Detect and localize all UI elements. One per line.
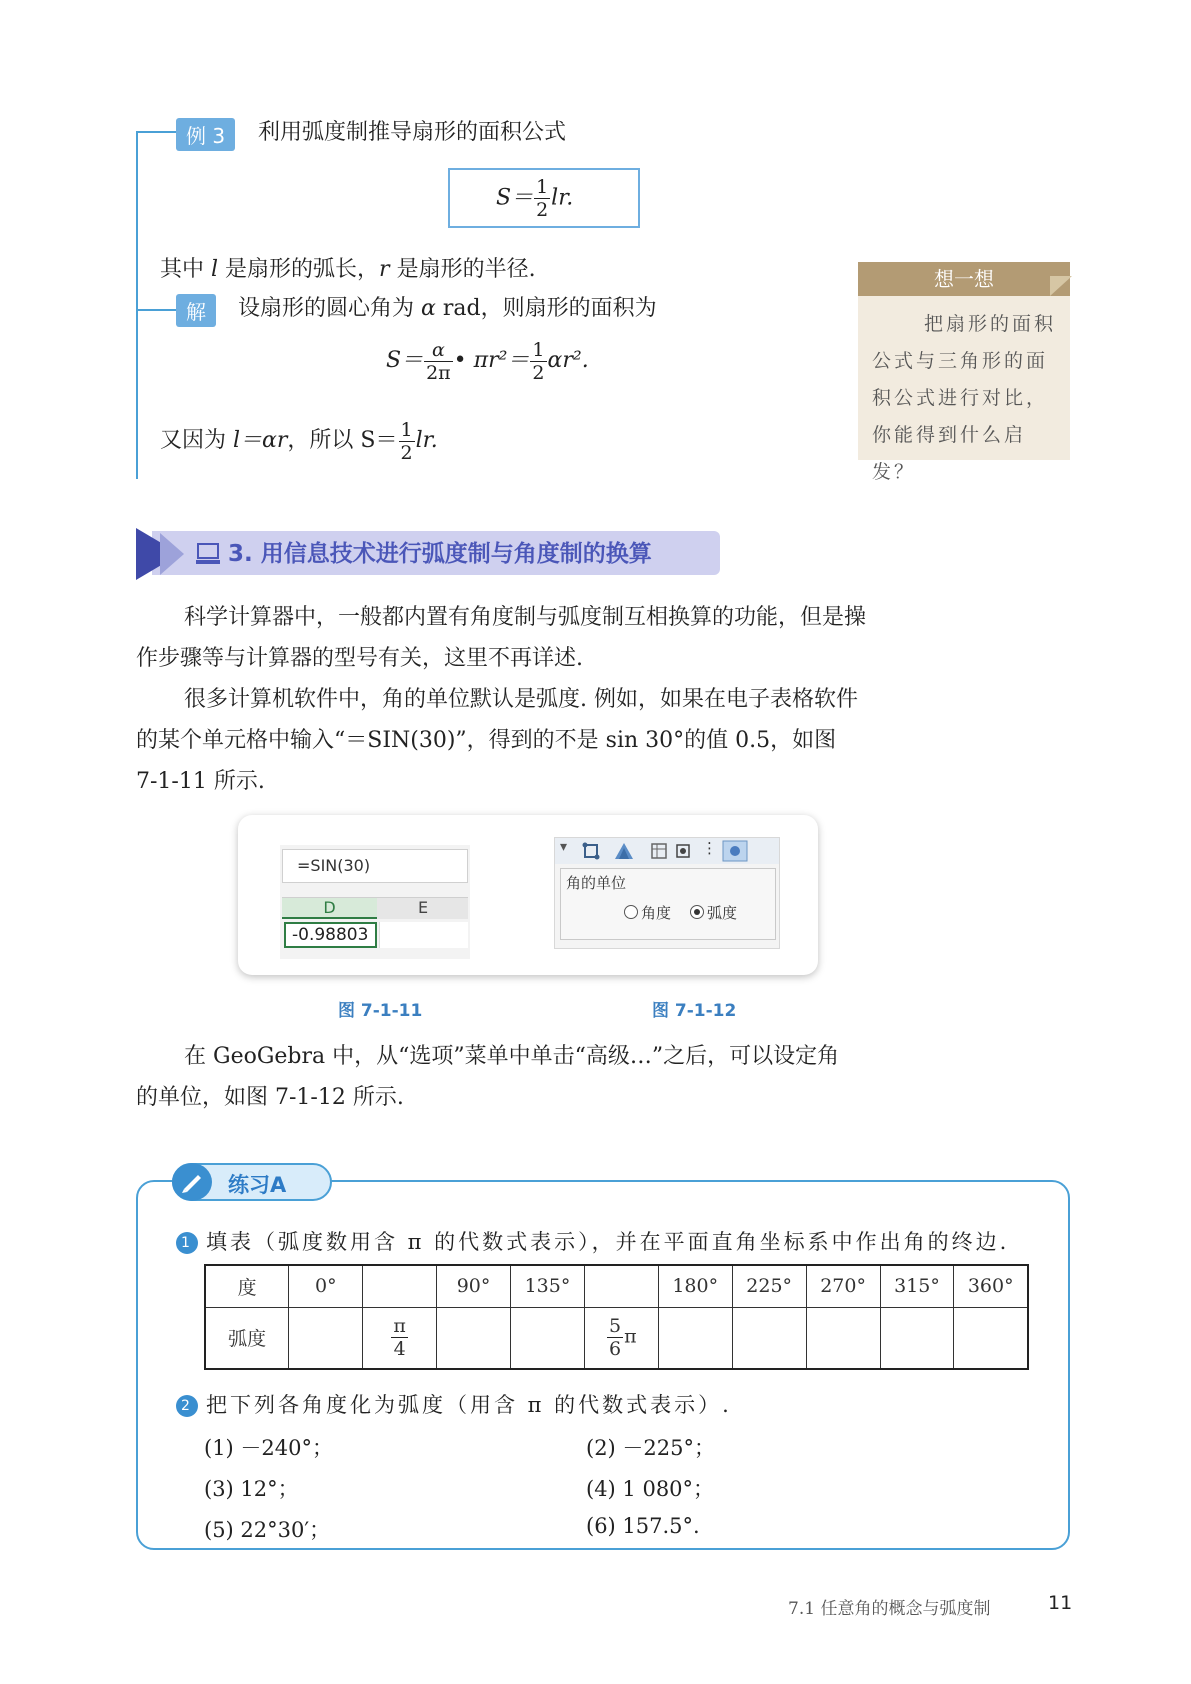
table-cell bbox=[437, 1307, 511, 1369]
formula-rhs: lr. bbox=[551, 185, 574, 211]
solution-post: rad，则扇形的面积为 bbox=[435, 296, 657, 321]
para2-line1: 很多计算机软件中，角的单位默认是弧度. 例如，如果在电子表格软件 bbox=[184, 687, 858, 712]
question-1-number: 1 bbox=[176, 1232, 198, 1254]
question-2-text: 把下列各角度化为弧度（用含 π 的代数式表示）. bbox=[206, 1393, 732, 1417]
table-cell bbox=[954, 1307, 1028, 1369]
toolbar-tool-3-icon[interactable] bbox=[650, 842, 668, 860]
table-cell bbox=[880, 1307, 954, 1369]
table-cell: 315° bbox=[880, 1265, 954, 1307]
frac-num: π bbox=[393, 1315, 406, 1338]
area-lhs: S＝ bbox=[386, 348, 424, 373]
figure-caption-2: 图 7-1-12 bbox=[652, 1001, 737, 1021]
conclusion-eq: l＝αr bbox=[233, 428, 288, 453]
para1-line2: 作步骤等与计算器的型号有关，这里不再详述. bbox=[136, 646, 583, 671]
column-header-d[interactable]: D bbox=[282, 898, 377, 919]
para3-line1: 在 GeoGebra 中，从“选项”菜单中单击“高级…”之后，可以设定角 bbox=[184, 1044, 840, 1069]
example-title: 利用弧度制推导扇形的面积公式 bbox=[258, 120, 567, 145]
example-tag: 例 3 bbox=[176, 118, 235, 151]
para1-line1: 科学计算器中，一般都内置有角度制与弧度制互相换算的功能，但是操 bbox=[184, 605, 867, 630]
note-pre: 其中 bbox=[160, 257, 211, 282]
table-cell: 度 bbox=[205, 1265, 289, 1307]
para2-line3: 7-1-11 所示. bbox=[136, 769, 265, 794]
sub-item-6: (6) 157.5°. bbox=[586, 1514, 700, 1538]
conclusion-num: 1 bbox=[400, 418, 413, 441]
table-cell bbox=[363, 1307, 437, 1369]
sector-area-formula bbox=[496, 176, 573, 221]
figure-caption-1: 图 7-1-11 bbox=[338, 1001, 423, 1021]
table-cell bbox=[732, 1307, 806, 1369]
computer-icon bbox=[196, 542, 222, 566]
solution-bracket bbox=[136, 309, 176, 311]
radio-degree-label[interactable]: 角度 bbox=[641, 904, 672, 922]
selected-cell[interactable]: -0.98803 bbox=[284, 922, 377, 948]
conclusion-den: 2 bbox=[400, 441, 413, 464]
think-line-2: 公式与三角形的面 bbox=[872, 350, 1049, 372]
conclusion bbox=[160, 418, 438, 464]
table-cell bbox=[584, 1307, 658, 1369]
area-frac1-den: 2π bbox=[426, 361, 451, 384]
think-body bbox=[858, 296, 1070, 483]
frac-den: 4 bbox=[393, 1338, 406, 1361]
solution-alpha: α bbox=[421, 296, 436, 321]
radian-5pi-over-6 bbox=[607, 1315, 623, 1360]
question-1-text: 填表（弧度数用含 π 的代数式表示），并在平面直角坐标系中作出角的终边. bbox=[206, 1230, 1010, 1254]
radian-pi-over-4 bbox=[391, 1315, 408, 1360]
area-mid: • πr²＝ bbox=[453, 348, 530, 373]
cell-e[interactable] bbox=[379, 922, 468, 948]
toolbar-settings-icon[interactable] bbox=[722, 840, 748, 862]
footer-chapter: 7.1 任意角的概念与弧度制 bbox=[788, 1599, 991, 1619]
sub-item-5: (5) 22°30′； bbox=[204, 1518, 331, 1542]
area-frac1 bbox=[424, 339, 453, 384]
conclusion-frac bbox=[399, 419, 415, 464]
angle-unit-label: 角的单位 bbox=[566, 874, 627, 892]
sub-item-4: (4) 1 080°； bbox=[586, 1477, 715, 1501]
conclusion-mid: ，所以 S＝ bbox=[287, 428, 398, 453]
radio-radian-selected-dot bbox=[694, 909, 700, 915]
think-header: 想一想 bbox=[858, 262, 1070, 296]
toolbar-tool-2-icon[interactable] bbox=[614, 842, 634, 860]
think-line-3: 积公式进行对比， bbox=[872, 387, 1049, 409]
table-cell: 135° bbox=[510, 1265, 584, 1307]
table-cell: 0° bbox=[289, 1265, 363, 1307]
table-cell: 270° bbox=[806, 1265, 880, 1307]
toolbar-tool-4-icon[interactable] bbox=[674, 842, 692, 860]
note-r: r bbox=[379, 257, 390, 282]
para2-line2: 的某个单元格中输入“＝SIN(30)”，得到的不是 sin 30°的值 0.5，如图 bbox=[136, 728, 837, 753]
formula-note bbox=[160, 249, 536, 290]
sub-item-2: (2) －225°； bbox=[586, 1436, 716, 1460]
toolbar-more-icon[interactable]: ⋮ bbox=[702, 839, 717, 857]
area-formula bbox=[386, 338, 589, 384]
table-cell: 弧度 bbox=[205, 1307, 289, 1369]
table-cell bbox=[806, 1307, 880, 1369]
area-frac2 bbox=[530, 339, 546, 384]
section-title: 3. 用信息技术进行弧度制与角度制的换算 bbox=[228, 541, 652, 567]
conclusion-post: lr. bbox=[415, 428, 438, 453]
formula-den: 2 bbox=[536, 199, 549, 221]
question-2 bbox=[176, 1389, 732, 1419]
page-number: 11 bbox=[1048, 1592, 1073, 1614]
conclusion-pre: 又因为 bbox=[160, 428, 233, 453]
think-header-fold bbox=[1050, 276, 1074, 298]
area-frac1-num: α bbox=[424, 339, 453, 362]
frac-den: 6 bbox=[609, 1338, 622, 1361]
formula-bar[interactable]: =SIN(30) bbox=[282, 849, 468, 883]
table-cell: 360° bbox=[954, 1265, 1028, 1307]
table-cell bbox=[289, 1307, 363, 1369]
solution-intro bbox=[238, 288, 657, 329]
table-cell bbox=[658, 1307, 732, 1369]
area-frac2-num: 1 bbox=[532, 338, 545, 361]
question-1 bbox=[176, 1226, 1009, 1256]
solution-tag: 解 bbox=[176, 294, 216, 327]
radio-degree[interactable] bbox=[624, 905, 638, 919]
table-row-radian bbox=[205, 1307, 1028, 1369]
solution-pre: 设扇形的圆心角为 bbox=[238, 296, 421, 321]
pencil-icon bbox=[172, 1163, 212, 1201]
area-frac2-den: 2 bbox=[532, 361, 545, 384]
formula-fraction bbox=[534, 176, 550, 221]
radio-radian-label[interactable]: 弧度 bbox=[707, 904, 738, 922]
frac-num: 5 bbox=[609, 1315, 622, 1338]
formula-lhs: S＝ bbox=[496, 185, 534, 211]
formula-num: 1 bbox=[536, 176, 549, 198]
table-cell: 90° bbox=[437, 1265, 511, 1307]
think-line-4: 你能得到什么启发？ bbox=[872, 424, 1027, 483]
note-mid: 是扇形的弧长， bbox=[218, 257, 380, 282]
sub-item-1: (1) －240°； bbox=[204, 1436, 334, 1460]
conversion-table bbox=[204, 1264, 1029, 1370]
sub-item-3: (3) 12°； bbox=[204, 1477, 299, 1501]
question-2-number: 2 bbox=[176, 1395, 198, 1417]
para3-line2: 的单位，如图 7-1-12 所示. bbox=[136, 1085, 404, 1110]
table-cell bbox=[510, 1307, 584, 1369]
area-rhs: αr². bbox=[547, 348, 589, 373]
frac-suffix: π bbox=[624, 1325, 637, 1348]
think-line-1: 把扇形的面积 bbox=[923, 313, 1056, 335]
table-cell bbox=[363, 1265, 437, 1307]
note-post: 是扇形的半径. bbox=[389, 257, 536, 282]
column-header-e[interactable]: E bbox=[417, 898, 429, 917]
exercise-title: 练习A bbox=[228, 1173, 287, 1197]
toolbar-tool-1-icon[interactable] bbox=[582, 842, 600, 860]
table-row-degree bbox=[205, 1265, 1028, 1307]
table-cell: 180° bbox=[658, 1265, 732, 1307]
table-cell bbox=[584, 1265, 658, 1307]
section-arrow-shadow-icon bbox=[160, 529, 190, 579]
note-l: l bbox=[211, 257, 219, 282]
example-bracket-top bbox=[136, 131, 176, 133]
table-cell: 225° bbox=[732, 1265, 806, 1307]
example-bracket-line bbox=[136, 131, 138, 479]
toolbar-dropdown-icon[interactable]: ▾ bbox=[560, 839, 568, 855]
